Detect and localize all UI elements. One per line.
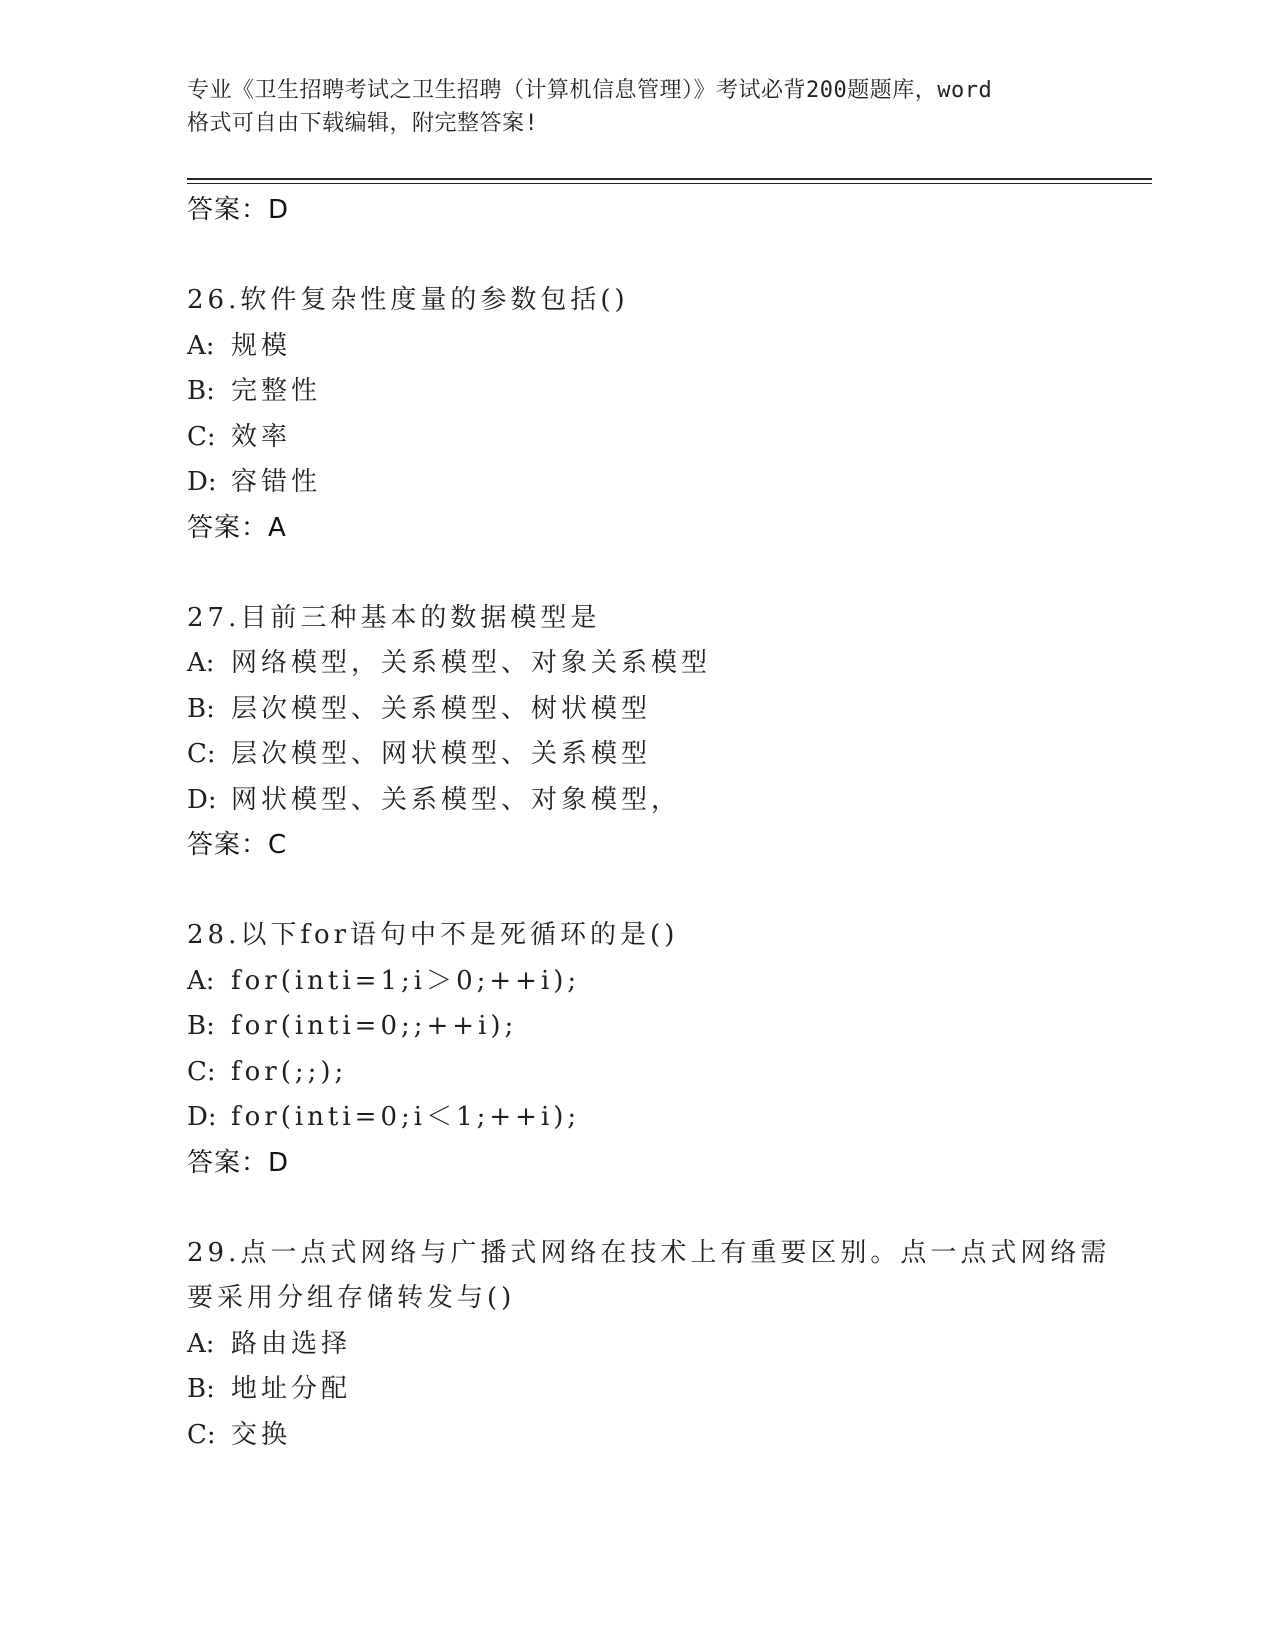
question-block [187,596,1087,869]
header-line-2: 格式可自由下载编辑，附完整答案! [187,111,539,136]
option-letter: A: [187,330,215,361]
option-d [187,1095,1087,1141]
option-letter: B: [187,693,215,724]
option-text: 容错性 [231,467,322,497]
option-letter: B: [187,1011,215,1041]
option-d [187,460,1087,506]
answer-line: 答案：D [187,195,290,225]
option-b [187,1004,1087,1050]
option-text: 层次模型、网状模型、关系模型 [231,739,652,769]
question-block [187,278,1087,551]
option-letter: C: [187,1056,216,1087]
option-text: 交换 [231,1419,292,1450]
option-a [187,324,1087,370]
option-text: for(inti=1;i＞0;++i); [231,965,581,996]
option-letter: C: [187,1419,216,1450]
option-text: for(inti=0;i＜1;++i); [231,1102,581,1132]
question-block [187,913,1087,1186]
option-a [187,641,1087,687]
option-text: 完整性 [231,376,322,406]
option-b [187,1367,1087,1413]
option-c [187,1413,1087,1459]
option-text: 层次模型、关系模型、树状模型 [231,693,652,724]
option-letter: D: [187,1102,217,1132]
question-stem: 26.软件复杂性度量的参数包括() [187,285,629,315]
option-c [187,732,1087,778]
option-a [187,959,1087,1005]
option-letter: A: [187,965,215,996]
option-letter: B: [187,1374,215,1404]
header-line-1: 专业《卫生招聘考试之卫生招聘（计算机信息管理）》考试必背200题题库，word [187,78,993,103]
option-text: 路由选择 [231,1328,352,1359]
option-letter: D: [187,784,217,815]
option-b [187,687,1087,733]
option-letter: D: [187,467,217,497]
question-stem: 29.点一点式网络与广播式网络在技术上有重要区别。点一点式网络需 [187,1237,1111,1268]
option-c [187,415,1087,461]
question-stem: 28.以下for语句中不是死循环的是() [187,920,679,950]
question-stem-continued: 要采用分组存储转发与() [187,1283,516,1313]
option-text: 网络模型，关系模型、对象关系模型 [231,648,712,678]
option-letter: A: [187,648,215,678]
option-text: 规模 [231,330,292,361]
option-text: for(;;); [231,1056,348,1087]
option-text: for(inti=0;;++i); [231,1011,518,1041]
option-text: 地址分配 [231,1374,352,1404]
option-letter: A: [187,1328,215,1359]
answer-line: 答案：A [187,512,287,543]
header-rule-thick [187,178,1152,180]
option-letter: C: [187,739,216,769]
option-a [187,1322,1087,1368]
option-d [187,778,1087,824]
answer-line: 答案：D [187,1147,290,1178]
option-text: 效率 [231,421,292,452]
answer-line: 答案：C [187,830,288,860]
option-letter: B: [187,376,215,406]
option-text: 网状模型、关系模型、对象模型， [231,784,682,815]
option-b [187,369,1087,415]
header-rule-thin [187,183,1152,184]
question-block [187,1231,1111,1459]
question-list [187,188,1111,1458]
document-header [187,74,1087,140]
question-stem: 27.目前三种基本的数据模型是 [187,602,601,633]
option-letter: C: [187,421,216,452]
option-c [187,1050,1087,1096]
